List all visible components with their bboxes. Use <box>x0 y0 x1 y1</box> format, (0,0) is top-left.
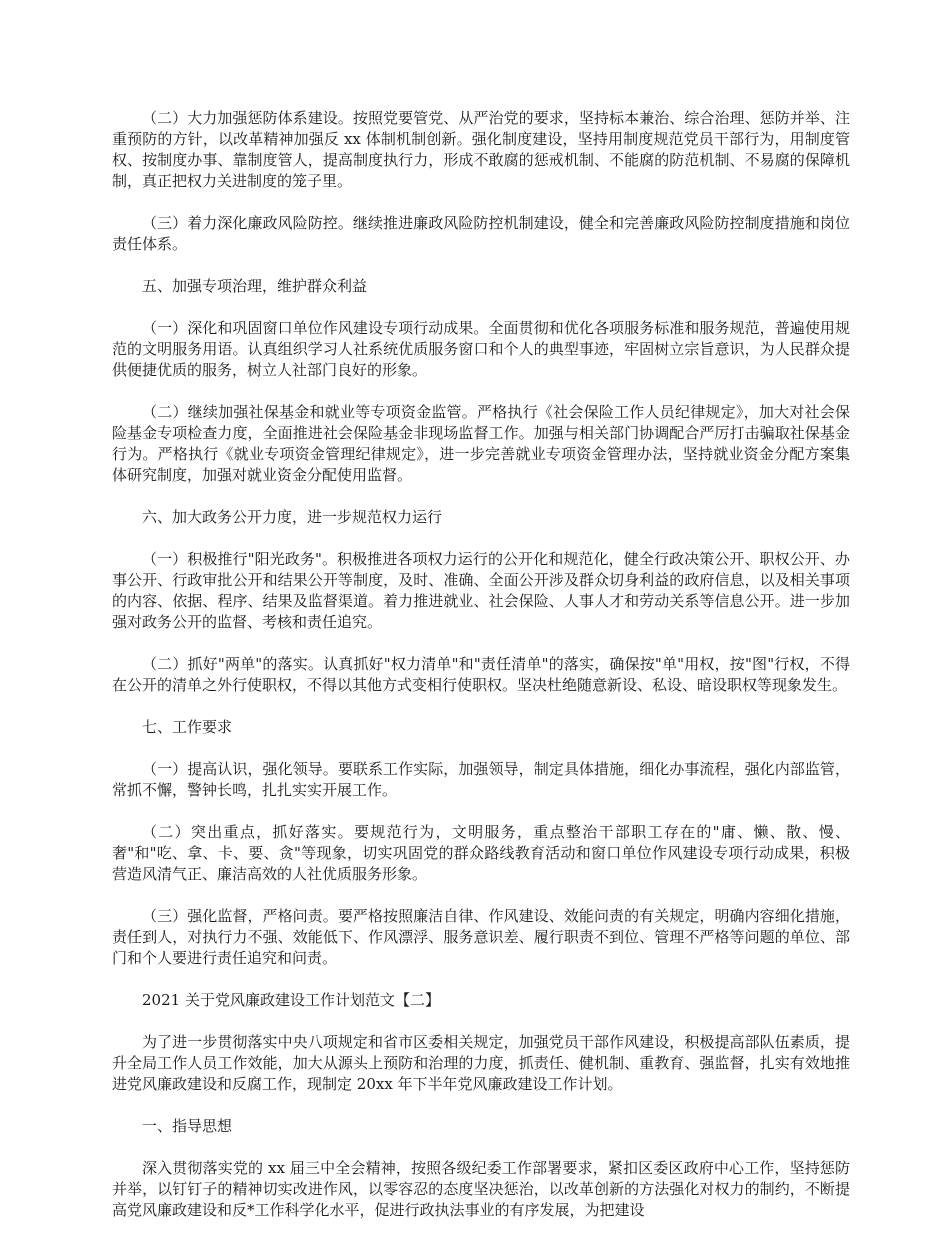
heading-guiding-thought: 一、指导思想 <box>142 1117 233 1135</box>
paragraph-section5-item2: （二）继续加强社保基金和就业等专项资金监管。严格执行《社会保险工作人员纪律规定》，加大对社会保险基金专项检查力度，全面推进社会保险基金非现场监督工作。加强与相关部门协调配合严厉打击骗取社保基金行为。严格执行《就业专项资金管理纪律规定》，进一步完善就业专项资金管理办法，坚持就业资金分配方案集体研究制度，加强对就业资金分配使用监督。 <box>112 403 850 484</box>
paragraph-section5-item1: （一）深化和巩固窗口单位作风建设专项行动成果。全面贯彻和优化各项服务标准和服务规范，普遍使用规范的文明服务用语。认真组织学习人社系统优质服务窗口和个人的典型事迹，牢固树立宗旨意识，为人民群众提供便捷优质的服务，树立人社部门良好的形象。 <box>112 319 850 379</box>
heading-section6: 六、加大政务公开力度，进一步规范权力运行 <box>142 508 443 526</box>
paragraph-guiding-thought: 深入贯彻落实党的 xx 届三中全会精神，按照各级纪委工作部署要求，紧扣区委区政府中心工作，坚持惩防并举，以钉钉子的精神切实改进作风，以零容忍的态度坚决惩治，以改革创新的方法强化对权力的制约，不断提高党风廉政建设和反*工作科学化水平，促进行政执法事业的有序发展，为把建设 <box>112 1159 850 1219</box>
document-page <box>112 108 850 1242</box>
heading-section7: 七、工作要求 <box>142 718 233 736</box>
paragraph-section6-item2: （二）抓好"两单"的落实。认真抓好"权力清单"和"责任清单"的落实，确保按"单"用权，按"图"行权，不得在公开的清单之外行使职权，不得以其他方式变相行使职权。坚决杜绝随意新设、私设、暗设职权等现象发生。 <box>112 655 850 694</box>
paragraph-section4-item2: （二）大力加强惩防体系建设。按照党要管党、从严治党的要求，坚持标本兼治、综合治理、惩防并举、注重预防的方针，以改革精神加强反 xx 体制机制创新。强化制度建设，坚持用制度规范党员干部行为，用制度管权、按制度办事、靠制度管人，提高制度执行力，形成不敢腐的惩戒机制、不能腐的防范机制、不易腐的保障机制，真正把权力关进制度的笼子里。 <box>112 109 850 190</box>
paragraph-section7-item3: （三）强化监督，严格问责。要严格按照廉洁自律、作风建设、效能问责的有关规定，明确内容细化措施，责任到人，对执行力不强、效能低下、作风漂浮、服务意识差、履行职责不到位、管理不严格等问题的单位、部门和个人要进行责任追究和问责。 <box>112 907 850 967</box>
paragraph-section7-item2: （二）突出重点，抓好落实。要规范行为，文明服务，重点整治干部职工存在的"庸、懒、散、慢、奢"和"吃、拿、卡、要、贪"等现象，切实巩固党的群众路线教育活动和窗口单位作风建设专项行动成果，积极营造风清气正、廉洁高效的人社优质服务形象。 <box>112 823 850 883</box>
paragraph-section6-item1: （一）积极推行"阳光政务"。积极推进各项权力运行的公开化和规范化，健全行政决策公开、职权公开、办事公开、行政审批公开和结果公开等制度，及时、准确、全面公开涉及群众切身利益的政府信息，以及相关事项的内容、依据、程序、结果及监督渠道。着力推进就业、社会保险、人事人才和劳动关系等信息公开。进一步加强对政务公开的监督、考核和责任追究。 <box>112 550 850 631</box>
paragraph-section7-item1: （一）提高认识，强化领导。要联系工作实际，加强领导，制定具体措施，细化办事流程，强化内部监管，常抓不懈，警钟长鸣，扎扎实实开展工作。 <box>112 760 850 799</box>
document-subtitle: 2021 关于党风廉政建设工作计划范文【二】 <box>142 991 440 1009</box>
heading-section5: 五、加强专项治理，维护群众利益 <box>142 277 368 295</box>
paragraph-intro: 为了进一步贯彻落实中央八项规定和省市区委相关规定，加强党员干部作风建设，积极提高部队伍素质，提升全局工作人员工作效能，加大从源头上预防和治理的力度，抓责任、健机制、重教育、强监督，扎实有效地推进党风廉政建设和反腐工作，现制定 20xx 年下半年党风廉政建设工作计划。 <box>112 1033 850 1093</box>
paragraph-section4-item3: （三）着力深化廉政风险防控。继续推进廉政风险防控机制建设，健全和完善廉政风险防控制度措施和岗位责任体系。 <box>112 214 850 253</box>
